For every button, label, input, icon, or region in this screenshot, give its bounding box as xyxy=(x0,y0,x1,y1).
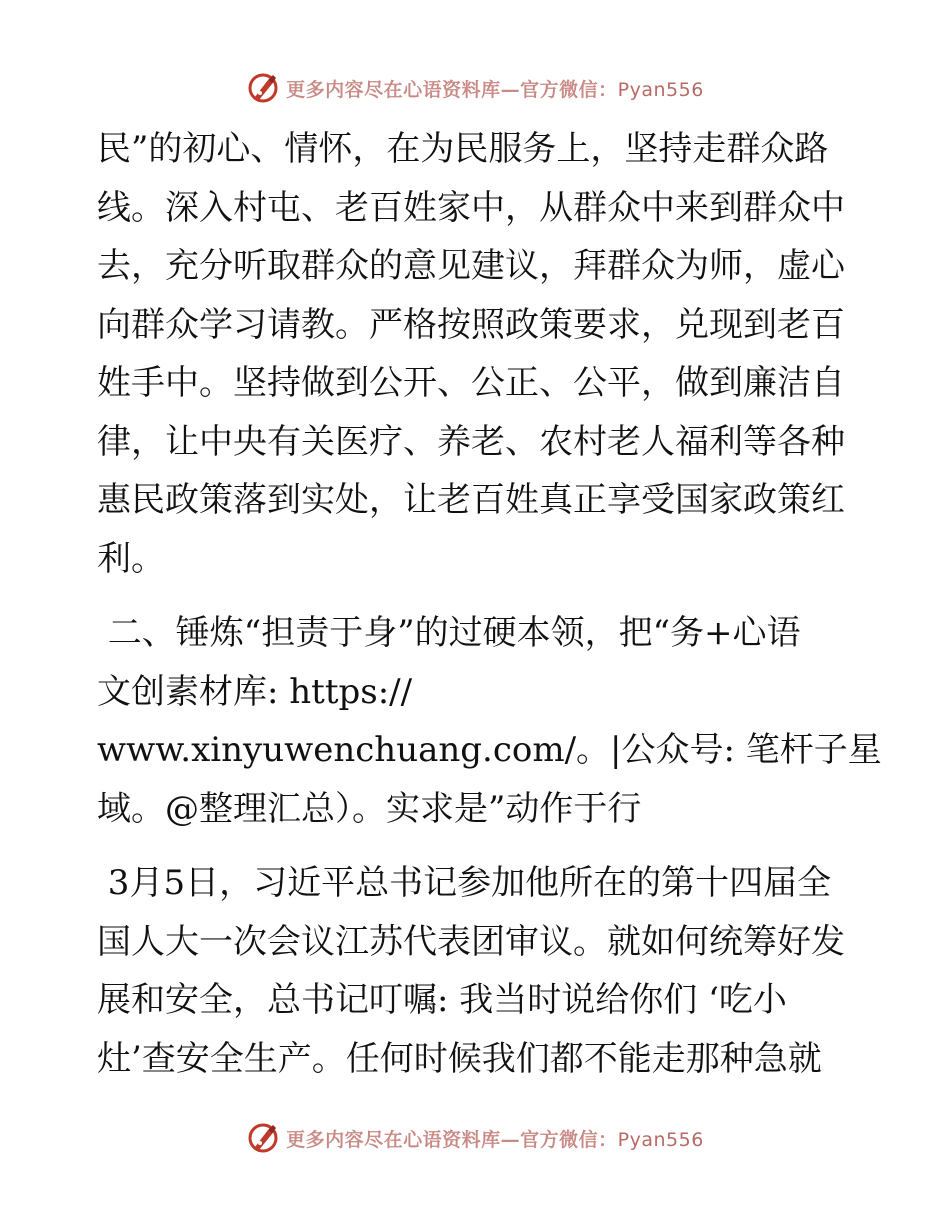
section-heading-line: 二、锤炼“担责于身”的过硬本领，把“务+心语 xyxy=(97,613,801,653)
text-line: 3月5日，习近平总书记参加他所在的第十四届全 xyxy=(97,863,832,903)
text-line: 灶’查安全生产。任何时候我们都不能走那种急就 xyxy=(97,1038,822,1079)
header-watermark-text xyxy=(286,75,704,102)
footer-watermark-banner xyxy=(0,1118,950,1158)
pen-nib-circle-logo-icon xyxy=(246,71,280,105)
footer-watermark-id: Pyan556 xyxy=(617,1128,704,1151)
pen-nib-circle-logo-icon xyxy=(246,1121,280,1155)
paragraph-2 xyxy=(97,604,882,838)
header-watermark-banner xyxy=(0,68,950,108)
text-line: www.xinyuwenchuang.com/。|公众号: 笔杆子星 xyxy=(97,730,882,770)
text-line: 展和安全，总书记叮嘱: 我当时说给你们 ‘吃小 xyxy=(97,980,787,1020)
text-line: 去，充分听取群众的意见建议，拜群众为师，虚心 xyxy=(97,246,845,286)
text-line: 利。 xyxy=(97,538,165,579)
paragraph-3 xyxy=(97,854,857,1088)
paragraph-1 xyxy=(97,120,857,588)
text-line: 域。@整理汇总）。实求是”动作于行 xyxy=(97,788,642,829)
document-body xyxy=(97,120,882,1088)
footer-watermark-cn: 更多内容尽在心语资料库—官方微信： xyxy=(286,1128,618,1151)
text-line: 国人大一次会议江苏代表团审议。就如何统筹好发 xyxy=(97,921,845,962)
text-line: 向群众学习请教。严格按照政策要求，兑现到老百 xyxy=(97,304,845,345)
text-line: 民”的初心、情怀，在为民服务上，坚持走群众路 xyxy=(97,129,829,169)
header-watermark-id: Pyan556 xyxy=(617,78,704,101)
header-watermark-cn: 更多内容尽在心语资料库—官方微信： xyxy=(286,78,618,101)
footer-watermark-text xyxy=(286,1125,704,1152)
text-line: 姓手中。坚持做到公开、公正、公平，做到廉洁自 xyxy=(97,363,845,403)
text-line: 律，让中央有关医疗、养老、农村老人福利等各种 xyxy=(97,421,845,462)
paragraph-spacer xyxy=(97,838,857,854)
paragraph-spacer xyxy=(97,588,857,604)
text-line: 惠民政策落到实处，让老百姓真正享受国家政策红 xyxy=(97,480,845,520)
text-line: 文创素材库: https:// xyxy=(97,671,413,712)
text-line: 线。深入村屯、老百姓家中，从群众中来到群众中 xyxy=(97,187,845,228)
